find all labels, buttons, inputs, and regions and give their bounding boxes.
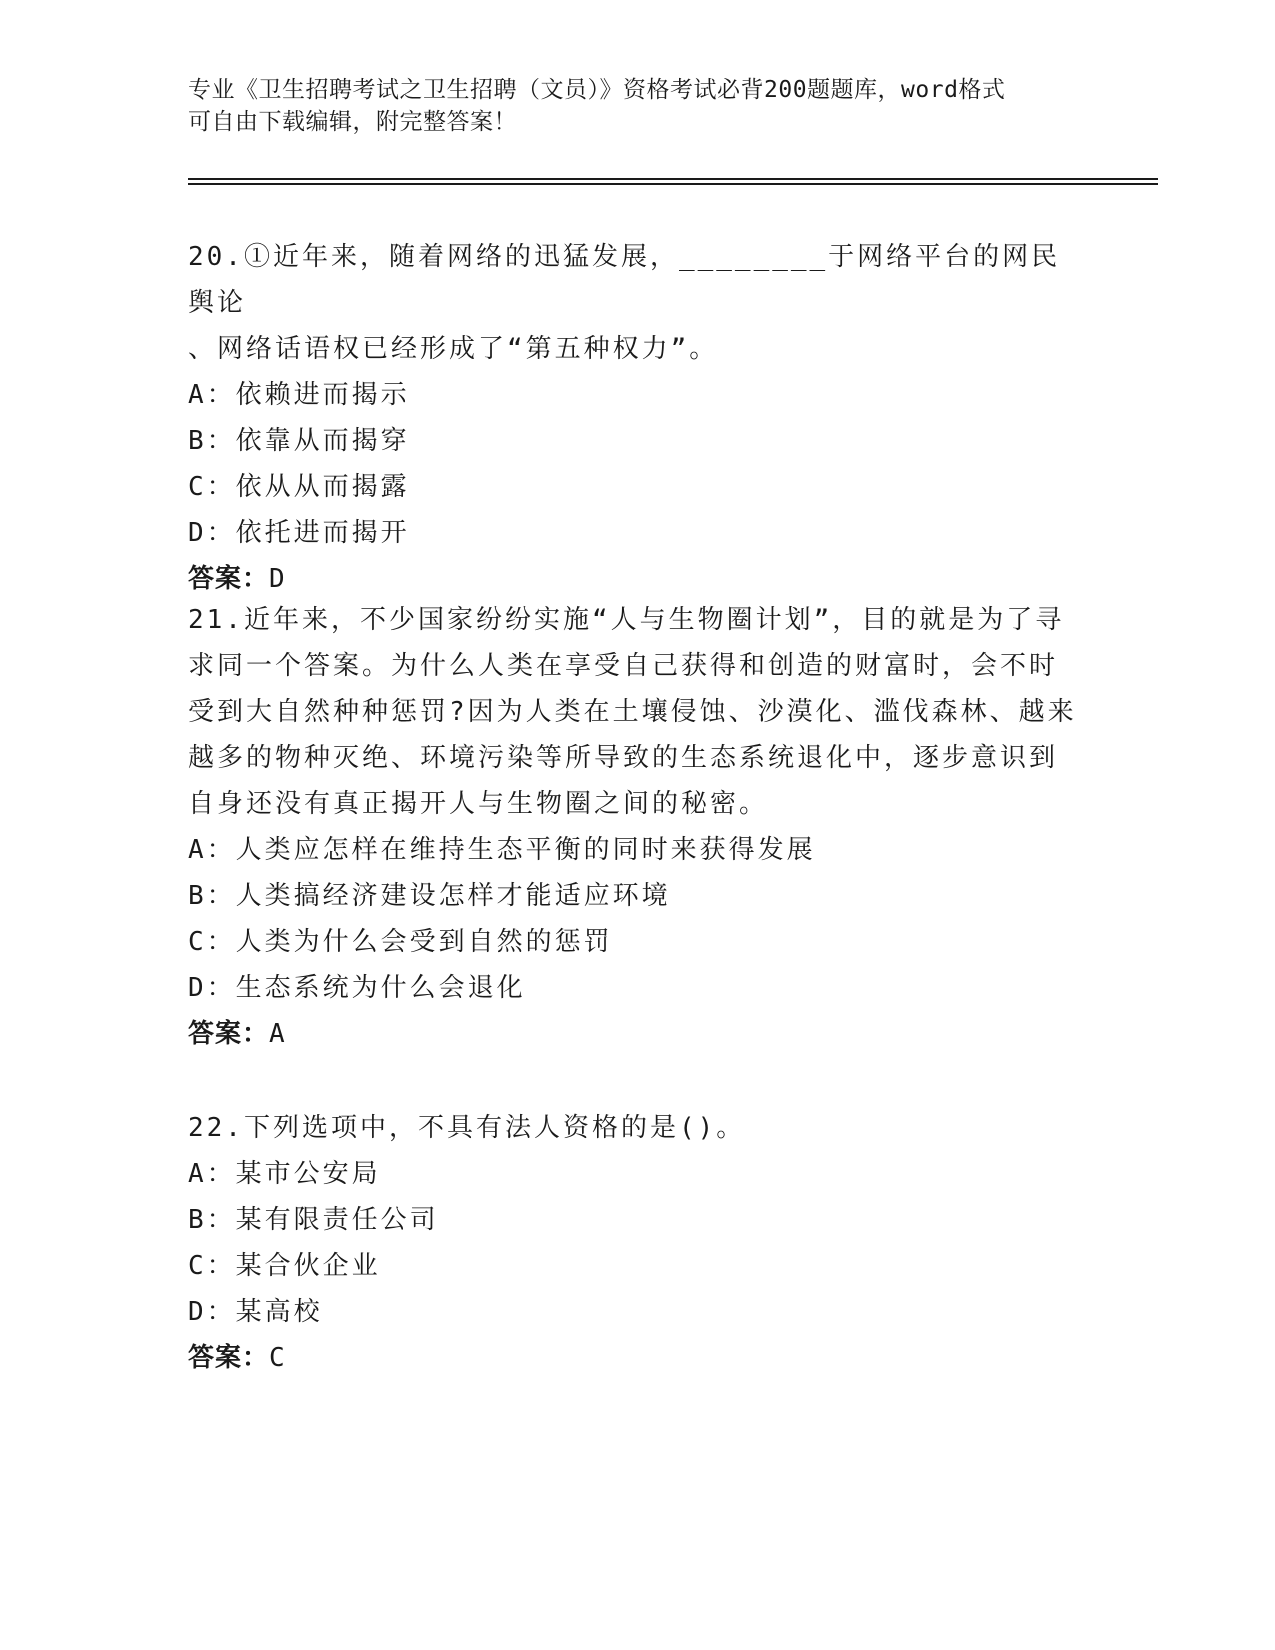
option-b: B：依靠从而揭穿 [188,426,410,456]
header-line-1: 专业《卫生招聘考试之卫生招聘（文员）》资格考试必背200题题库，word格式 [188,77,1006,103]
question-21 [188,597,1088,1057]
option-d: D：生态系统为什么会退化 [188,973,526,1003]
option-d: D：依托进而揭开 [188,518,410,548]
answer-line [188,556,1088,602]
answer-label: 答案： [188,1343,270,1373]
option-d: D：某高校 [188,1297,323,1327]
question-20 [188,234,1088,602]
option-c: C：某合伙企业 [188,1251,381,1281]
question-stem-line: 21.近年来，不少国家纷纷实施“人与生物圈计划”，目的就是为了寻 [188,605,1065,635]
question-stem-line: 越多的物种灭绝、环境污染等所导致的生态系统退化中，逐步意识到 [188,743,1059,773]
answer-line [188,1335,1088,1381]
option-a: A：依赖进而揭示 [188,380,410,410]
question-stem-line: 求同一个答案。为什么人类在享受自己获得和创造的财富时，会不时 [188,651,1059,681]
header-line-2: 可自由下载编辑，附完整答案！ [188,109,517,135]
option-b: B：某有限责任公司 [188,1205,439,1235]
question-stem-line: 20.①近年来，随着网络的迅猛发展，________于网络平台的网民舆论 [188,242,1061,318]
question-22 [188,1105,1088,1381]
answer-label: 答案： [188,564,270,594]
option-c: C：人类为什么会受到自然的惩罚 [188,927,613,957]
header-divider-bottom [188,183,1158,185]
option-c: C：依从从而揭露 [188,472,410,502]
option-a: A：人类应怎样在维持生态平衡的同时来获得发展 [188,835,816,865]
answer-value: A [269,1019,286,1049]
question-stem-line: 受到大自然种种惩罚?因为人类在土壤侵蚀、沙漠化、滥伐森林、越来 [188,697,1077,727]
answer-label: 答案： [188,1019,270,1049]
answer-value: C [269,1343,286,1373]
option-b: B：人类搞经济建设怎样才能适应环境 [188,881,671,911]
document-header [188,74,1088,138]
answer-value: D [269,564,286,594]
question-stem-line: 、网络话语权已经形成了“第五种权力”。 [188,334,719,364]
question-stem-line: 22.下列选项中，不具有法人资格的是()。 [188,1113,746,1143]
option-a: A：某市公安局 [188,1159,381,1189]
answer-line [188,1011,1088,1057]
header-divider-top [188,178,1158,180]
question-stem-line: 自身还没有真正揭开人与生物圈之间的秘密。 [188,789,769,819]
